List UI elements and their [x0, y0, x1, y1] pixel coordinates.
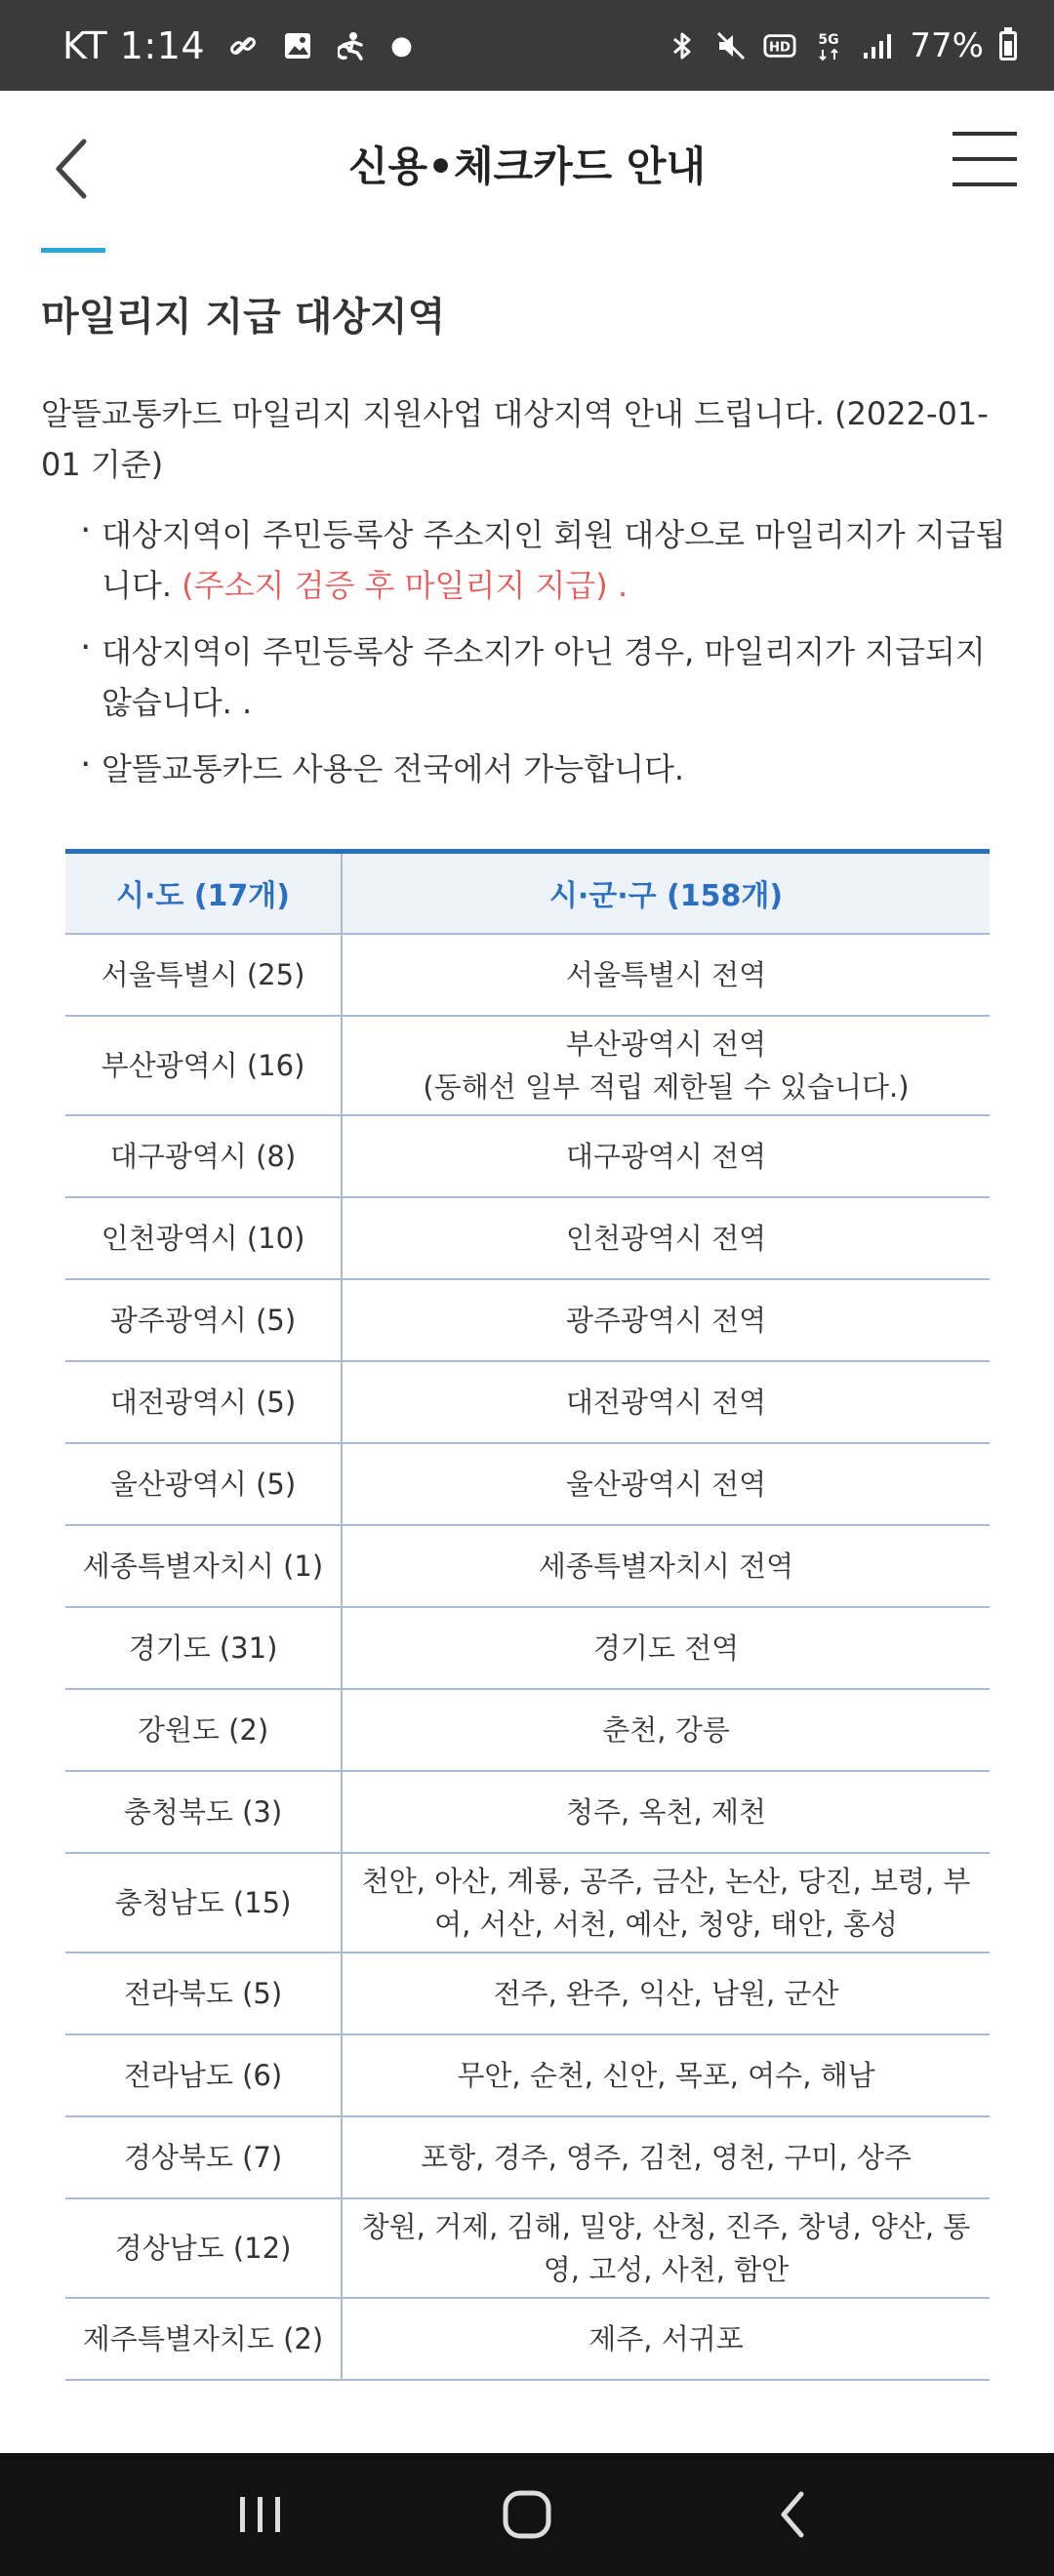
content-section: [41, 248, 1017, 810]
system-nav-bar: [0, 2453, 1054, 2576]
areas-cell: 세종특별자치시 전역: [342, 1525, 990, 1607]
area-note: (동해선 일부 적립 제한될 수 있습니다.): [423, 1069, 910, 1104]
recent-apps-button[interactable]: [222, 2475, 300, 2554]
table-row: [65, 1952, 990, 2034]
table-row: [65, 2198, 990, 2298]
hd-icon: [763, 29, 796, 62]
region-cell: 제주특별자치도 (2): [65, 2298, 342, 2380]
areas-cell: 대전광역시 전역: [342, 1361, 990, 1443]
table-row: [65, 1197, 990, 1279]
table-row: [65, 2034, 990, 2116]
table-row: [65, 1853, 990, 1952]
region-cell: 대구광역시 (8): [65, 1115, 342, 1197]
table-row: [65, 1279, 990, 1361]
region-table: [65, 849, 990, 2381]
region-cell: 충청북도 (3): [65, 1771, 342, 1853]
accessibility-icon: [336, 29, 369, 62]
region-cell: 전라남도 (6): [65, 2034, 342, 2116]
link-icon: [226, 29, 260, 62]
table-row: [65, 1689, 990, 1771]
table-row: [65, 1771, 990, 1853]
region-cell: 충청남도 (15): [65, 1853, 342, 1952]
table-row: [65, 1361, 990, 1443]
table-header-region: 시·도 (17개): [65, 852, 342, 934]
region-cell: 울산광역시 (5): [65, 1443, 342, 1525]
back-button[interactable]: [49, 130, 107, 208]
areas-cell: 포항, 경주, 영주, 김천, 영천, 구미, 상주: [342, 2116, 990, 2198]
areas-cell: 전주, 완주, 익산, 남원, 군산: [342, 1952, 990, 2034]
status-bar: [0, 0, 1054, 91]
signal-icon: [861, 29, 894, 62]
region-cell: 경상남도 (12): [65, 2198, 342, 2298]
carrier-time: KT 1:14: [62, 23, 206, 67]
table-row: [65, 1525, 990, 1607]
image-icon: [281, 29, 314, 62]
region-cell: 전라북도 (5): [65, 1952, 342, 2034]
region-cell: 인천광역시 (10): [65, 1197, 342, 1279]
svg-text:5G: 5G: [818, 31, 840, 48]
mute-icon: [714, 29, 748, 62]
table-body: [65, 934, 990, 2380]
recent-apps-icon: [236, 2493, 285, 2536]
notification-dot-icon: ●: [390, 30, 413, 60]
areas-cell: 서울특별시 전역: [342, 934, 990, 1016]
areas-cell: 제주, 서귀포: [342, 2298, 990, 2380]
5g-icon: [812, 29, 845, 62]
bullet-list: [41, 509, 1017, 794]
areas-cell: 경기도 전역: [342, 1607, 990, 1689]
region-cell: 세종특별자치시 (1): [65, 1525, 342, 1607]
table-row: [65, 1443, 990, 1525]
areas-cell: 무안, 순천, 신안, 목포, 여수, 해남: [342, 2034, 990, 2116]
areas-cell: 대구광역시 전역: [342, 1115, 990, 1197]
menu-button[interactable]: [953, 132, 1017, 192]
region-cell: 광주광역시 (5): [65, 1279, 342, 1361]
region-cell: 서울특별시 (25): [65, 934, 342, 1016]
home-button[interactable]: [488, 2475, 566, 2554]
battery-percent: 77%: [910, 25, 984, 65]
region-cell: 부산광역시 (16): [65, 1016, 342, 1115]
areas-cell: 춘천, 강릉: [342, 1689, 990, 1771]
table-row: [65, 934, 990, 1016]
table-header-row: [65, 852, 990, 934]
intro-text: 알뜰교통카드 마일리지 지원사업 대상지역 안내 드립니다. (2022-01-01 기준): [41, 395, 989, 483]
areas-cell: 천안, 아산, 계룡, 공주, 금산, 논산, 당진, 보령, 부여, 서산, 서천, 예산, 청양, 태안, 홍성: [342, 1853, 990, 1952]
table-row: [65, 2116, 990, 2198]
table-header-areas: 시·군·구 (158개): [342, 852, 990, 934]
bullet-item: · 알뜰교통카드 사용은 전국에서 가능합니다.: [80, 744, 1017, 794]
table-row: [65, 1115, 990, 1197]
areas-cell: 청주, 옥천, 제천: [342, 1771, 990, 1853]
region-cell: 대전광역시 (5): [65, 1361, 342, 1443]
areas-cell: 인천광역시 전역: [342, 1197, 990, 1279]
region-cell: 강원도 (2): [65, 1689, 342, 1771]
highlight-text: (주소지 검증 후 마일리지 지급) .: [182, 567, 628, 604]
nav-back-button[interactable]: [754, 2475, 832, 2554]
areas-cell: 울산광역시 전역: [342, 1443, 990, 1525]
battery-icon: [999, 31, 1017, 60]
table-row: [65, 2298, 990, 2380]
hamburger-icon: [953, 132, 1017, 136]
page-title: 신용•체크카드 안내: [347, 142, 707, 190]
areas-cell: 광주광역시 전역: [342, 1279, 990, 1361]
areas-cell: 부산광역시 전역 (동해선 일부 적립 제한될 수 있습니다.): [342, 1016, 990, 1115]
bullet-item: · 대상지역이 주민등록상 주소지가 아닌 경우, 마일리지가 지급되지 않습니다. .: [80, 626, 1017, 728]
section-title: 마일리지 지급 대상지역: [41, 295, 446, 340]
svg-text:HD: HD: [769, 40, 791, 56]
table-row: [65, 1607, 990, 1689]
home-icon: [501, 2488, 553, 2541]
back-icon: [774, 2488, 813, 2541]
areas-cell: 창원, 거제, 김해, 밀양, 산청, 진주, 창녕, 양산, 통영, 고성, 사천, 함안: [342, 2198, 990, 2298]
region-cell: 경상북도 (7): [65, 2116, 342, 2198]
chevron-left-icon: [49, 130, 107, 208]
accent-line: [41, 248, 105, 253]
bullet-item: · 대상지역이 주민등록상 주소지인 회원 대상으로 마일리지가 지급됩니다. (주소지 검증 후 마일리지 지급) .: [80, 509, 1017, 611]
table-row: [65, 1016, 990, 1115]
app-header: [0, 91, 1054, 237]
region-cell: 경기도 (31): [65, 1607, 342, 1689]
bluetooth-icon: [666, 29, 699, 62]
